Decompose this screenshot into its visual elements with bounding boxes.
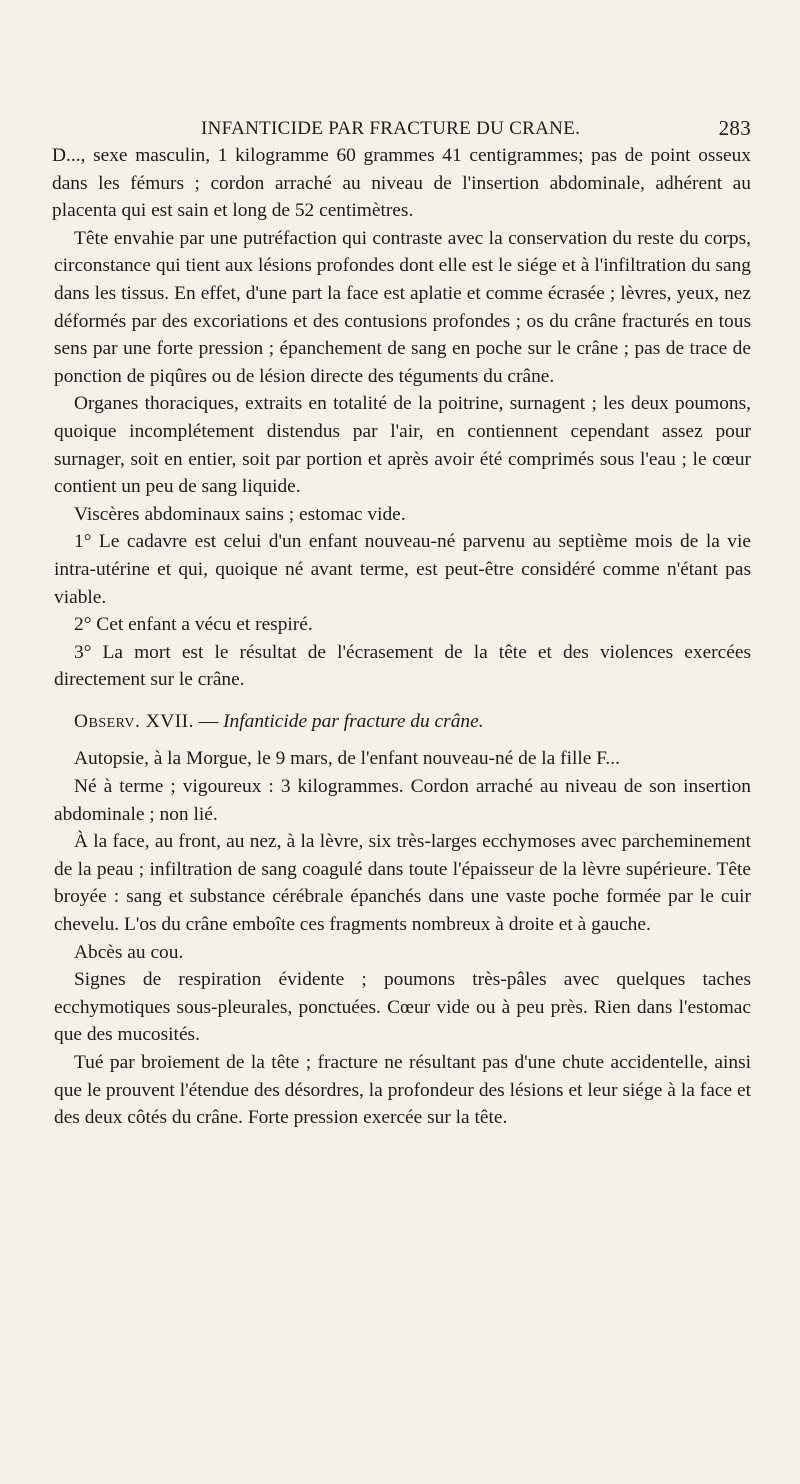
conclusion-item: 1° Le cadavre est celui d'un enfant nouveau-né parvenu au septième mois de la vie intra-utérine et qui, quoique né avant terme, est peut-être considéré comme n'étant pas viable.	[54, 531, 751, 608]
paragraph: Tête envahie par une putréfaction qui contraste avec la conservation du reste du corps, circonstance qui tient aux lésions profondes dont elle est le siége et à l'infiltration du sang dans les tissus. En effet, d'une part la face est aplatie et comme écrasée ; lèvres, yeux, nez déformés par des excoriations et des contusions profondes ; os du crâne fracturés en tous sens par une forte pression ; épanchement de sang en poche sur le crâne ; pas de trace de ponction de piqûres ou de lésion directe des téguments du crâne.	[54, 227, 751, 387]
paragraph: Autopsie, à la Morgue, le 9 mars, de l'enfant nouveau-né de la fille F...	[74, 748, 620, 770]
observation-heading	[54, 708, 751, 736]
conclusion-item: 2° Cet enfant a vécu et respiré.	[74, 614, 313, 636]
running-header	[54, 112, 751, 142]
body-text	[54, 142, 751, 1132]
paragraph: Tué par broiement de la tête ; fracture ne résultant pas d'une chute accidentelle, ainsi que le prouvent l'étendue des désordres, la profondeur des lésions et leur siége à la face et des deux côtés du crâne. Forte pression exercée sur la tête.	[54, 1052, 751, 1129]
observation-separator: —	[193, 710, 224, 732]
paragraph: Signes de respiration évidente ; poumons très-pâles avec quelques taches ecchymotiques sous-pleurales, ponctuées. Cœur vide ou à peu près. Rien dans l'estomac que des mucosités.	[54, 969, 751, 1046]
paragraph: Organes thoraciques, extraits en totalité de la poitrine, surnagent ; les deux poumons, quoique incomplétement distendus par l'air, en contiennent cependant assez pour surnager, soit en entier, soit par portion et après avoir été comprimés sous l'eau ; le cœur contient un peu de sang liquide.	[54, 393, 751, 498]
paragraph: Abcès au cou.	[74, 941, 184, 963]
paragraph: À la face, au front, au nez, à la lèvre, six très-larges ecchymoses avec parcheminement de la peau ; infiltration de sang coagulé dans toute l'épaisseur de la lèvre supérieure. Tête broyée : sang et substance cérébrale épanchés dans une vaste poche formée par le cuir chevelu. L'os du crâne emboîte ces fragments nombreux à droite et à gauche.	[54, 831, 751, 936]
paragraph: Né à terme ; vigoureux : 3 kilogrammes. Cordon arraché au niveau de son insertion abdominale ; non lié.	[54, 776, 751, 825]
book-page	[54, 112, 751, 1132]
running-title: INFANTICIDE PAR FRACTURE DU CRANE.	[201, 118, 581, 139]
observation-label: Observ. XVII.	[74, 710, 194, 732]
page-number: 283	[718, 116, 751, 140]
observation-title: Infanticide par fracture du crâne.	[223, 710, 484, 732]
paragraph: Viscères abdominaux sains ; estomac vide.	[74, 503, 406, 525]
conclusion-item: 3° La mort est le résultat de l'écrasement de la tête et des violences exercées directement sur le crâne.	[54, 641, 751, 691]
paragraph: D..., sexe masculin, 1 kilogramme 60 grammes 41 centigrammes; pas de point osseux dans les fémurs ; cordon arraché au niveau de l'insertion abdominale, adhérent au placenta qui est sain et long de 52 centimètres.	[52, 145, 751, 222]
